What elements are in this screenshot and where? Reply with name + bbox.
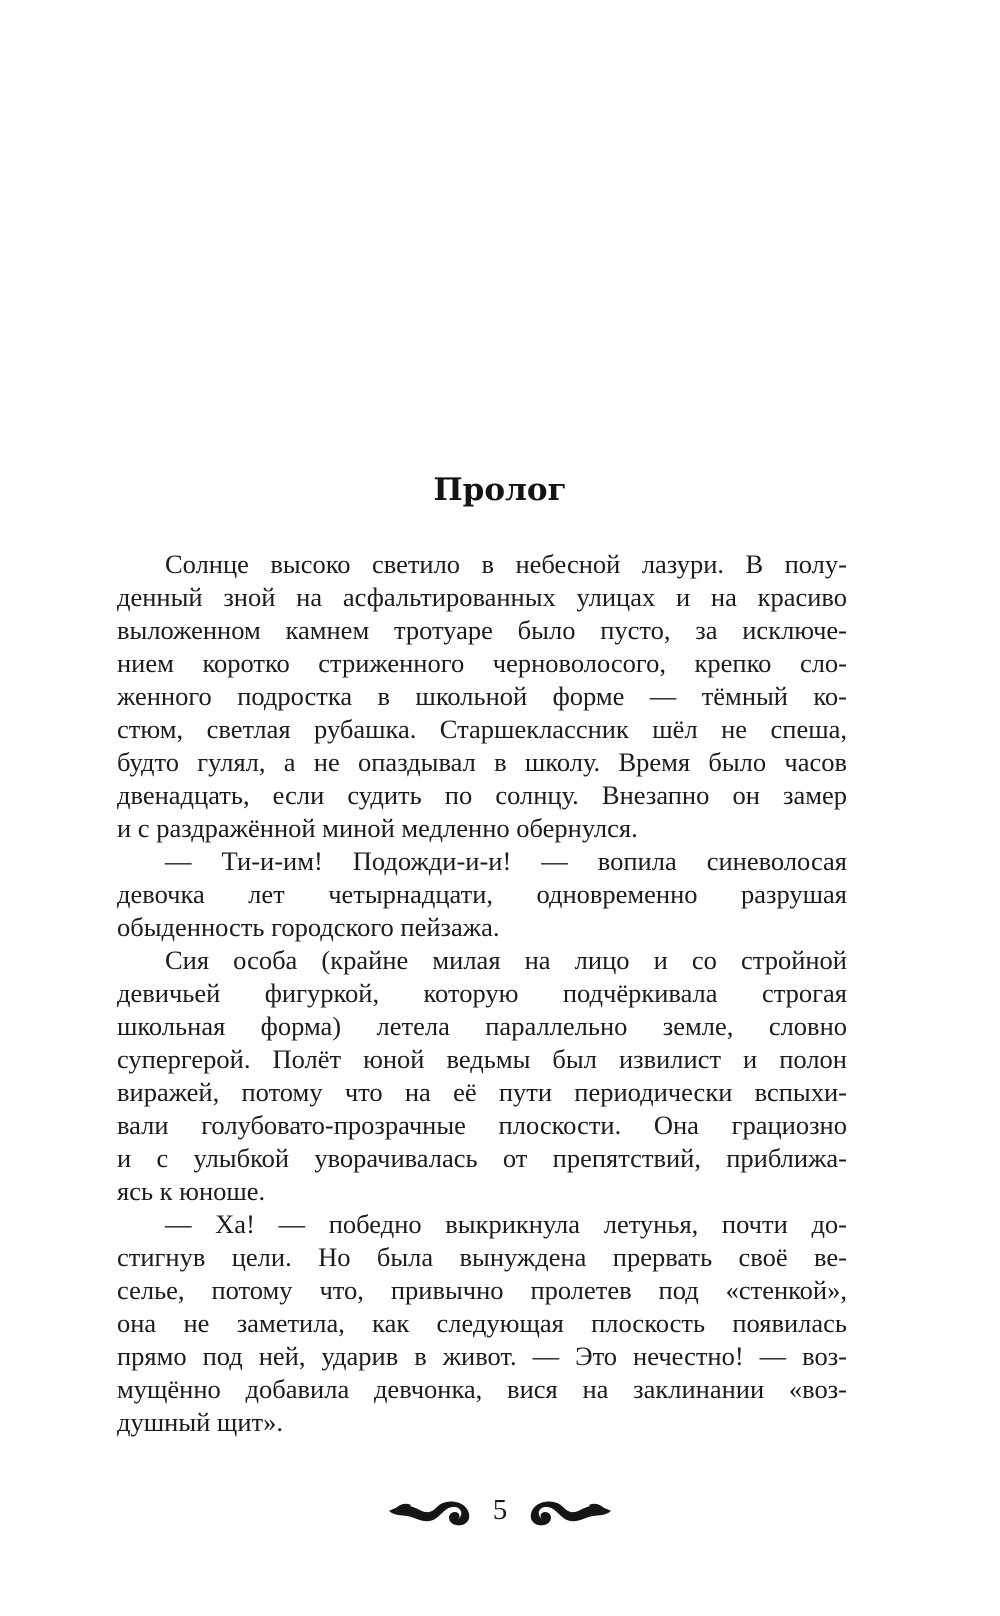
swirl-ornament-right-icon	[525, 1490, 613, 1530]
body-text	[117, 548, 847, 1439]
text-line: виражей, потому что на её пути периодически вспыхи-	[117, 1077, 847, 1107]
text-line: мущённо добавила девчонка, вися на заклинании «воз-	[117, 1374, 847, 1404]
text-line: девочка лет четырнадцати, одновременно разрушая	[117, 879, 847, 909]
text-line: она не заметила, как следующая плоскость появилась	[117, 1308, 847, 1338]
text-line: прямо под ней, ударив в живот. — Это нечестно! — воз-	[117, 1341, 847, 1371]
text-line: и с раздражённой миной медленно обернулся.	[117, 813, 638, 843]
text-line: школьная форма) летела параллельно земле, словно	[117, 1011, 847, 1041]
text-line: — Ха! — победно выкрикнула летунья, почти до-	[165, 1209, 847, 1239]
text-line: выложенном камнем тротуаре было пусто, за исключе-	[117, 615, 847, 645]
text-line: двенадцать, если судить по солнцу. Внезапно он замер	[117, 780, 847, 810]
text-line: селье, потому что, привычно пролетев под «стенкой»,	[117, 1275, 847, 1305]
text-line: женного подростка в школьной форме — тёмный ко-	[117, 681, 847, 711]
text-line: супергерой. Полёт юной ведьмы был извилист и полон	[117, 1044, 847, 1074]
text-line: девичьей фигуркой, которую подчёркивала строгая	[117, 978, 847, 1008]
text-line: ясь к юноше.	[117, 1176, 266, 1206]
text-line: нием коротко стриженного черноволосого, крепко сло-	[117, 648, 847, 678]
text-line: и с улыбкой уворачивалась от препятствий, приближа-	[117, 1143, 847, 1173]
text-line: обыденность городского пейзажа.	[117, 912, 500, 942]
text-line: будто гулял, а не опаздывал в школу. Время было часов	[117, 747, 847, 777]
text-line: стигнув цели. Но была вынуждена прервать своё ве-	[117, 1242, 847, 1272]
text-line: стюм, светлая рубашка. Старшеклассник шёл не спеша,	[117, 714, 847, 744]
swirl-ornament-left-icon	[387, 1490, 475, 1530]
chapter-title: Пролог	[433, 472, 567, 508]
text-line: — Ти-и-им! Подожди-и-и! — вопила синеволосая	[165, 846, 847, 876]
text-line: вали голубовато-прозрачные плоскости. Она грациозно	[117, 1110, 847, 1140]
page-footer	[0, 1480, 1000, 1540]
text-line: душный щит».	[117, 1407, 283, 1437]
text-line: денный зной на асфальтированных улицах и на красиво	[117, 582, 847, 612]
text-line: Солнце высоко светило в небесной лазури. В полу-	[165, 549, 847, 579]
text-line: Сия особа (крайне милая на лицо и со стройной	[165, 945, 847, 975]
page-number: 5	[492, 1494, 508, 1526]
